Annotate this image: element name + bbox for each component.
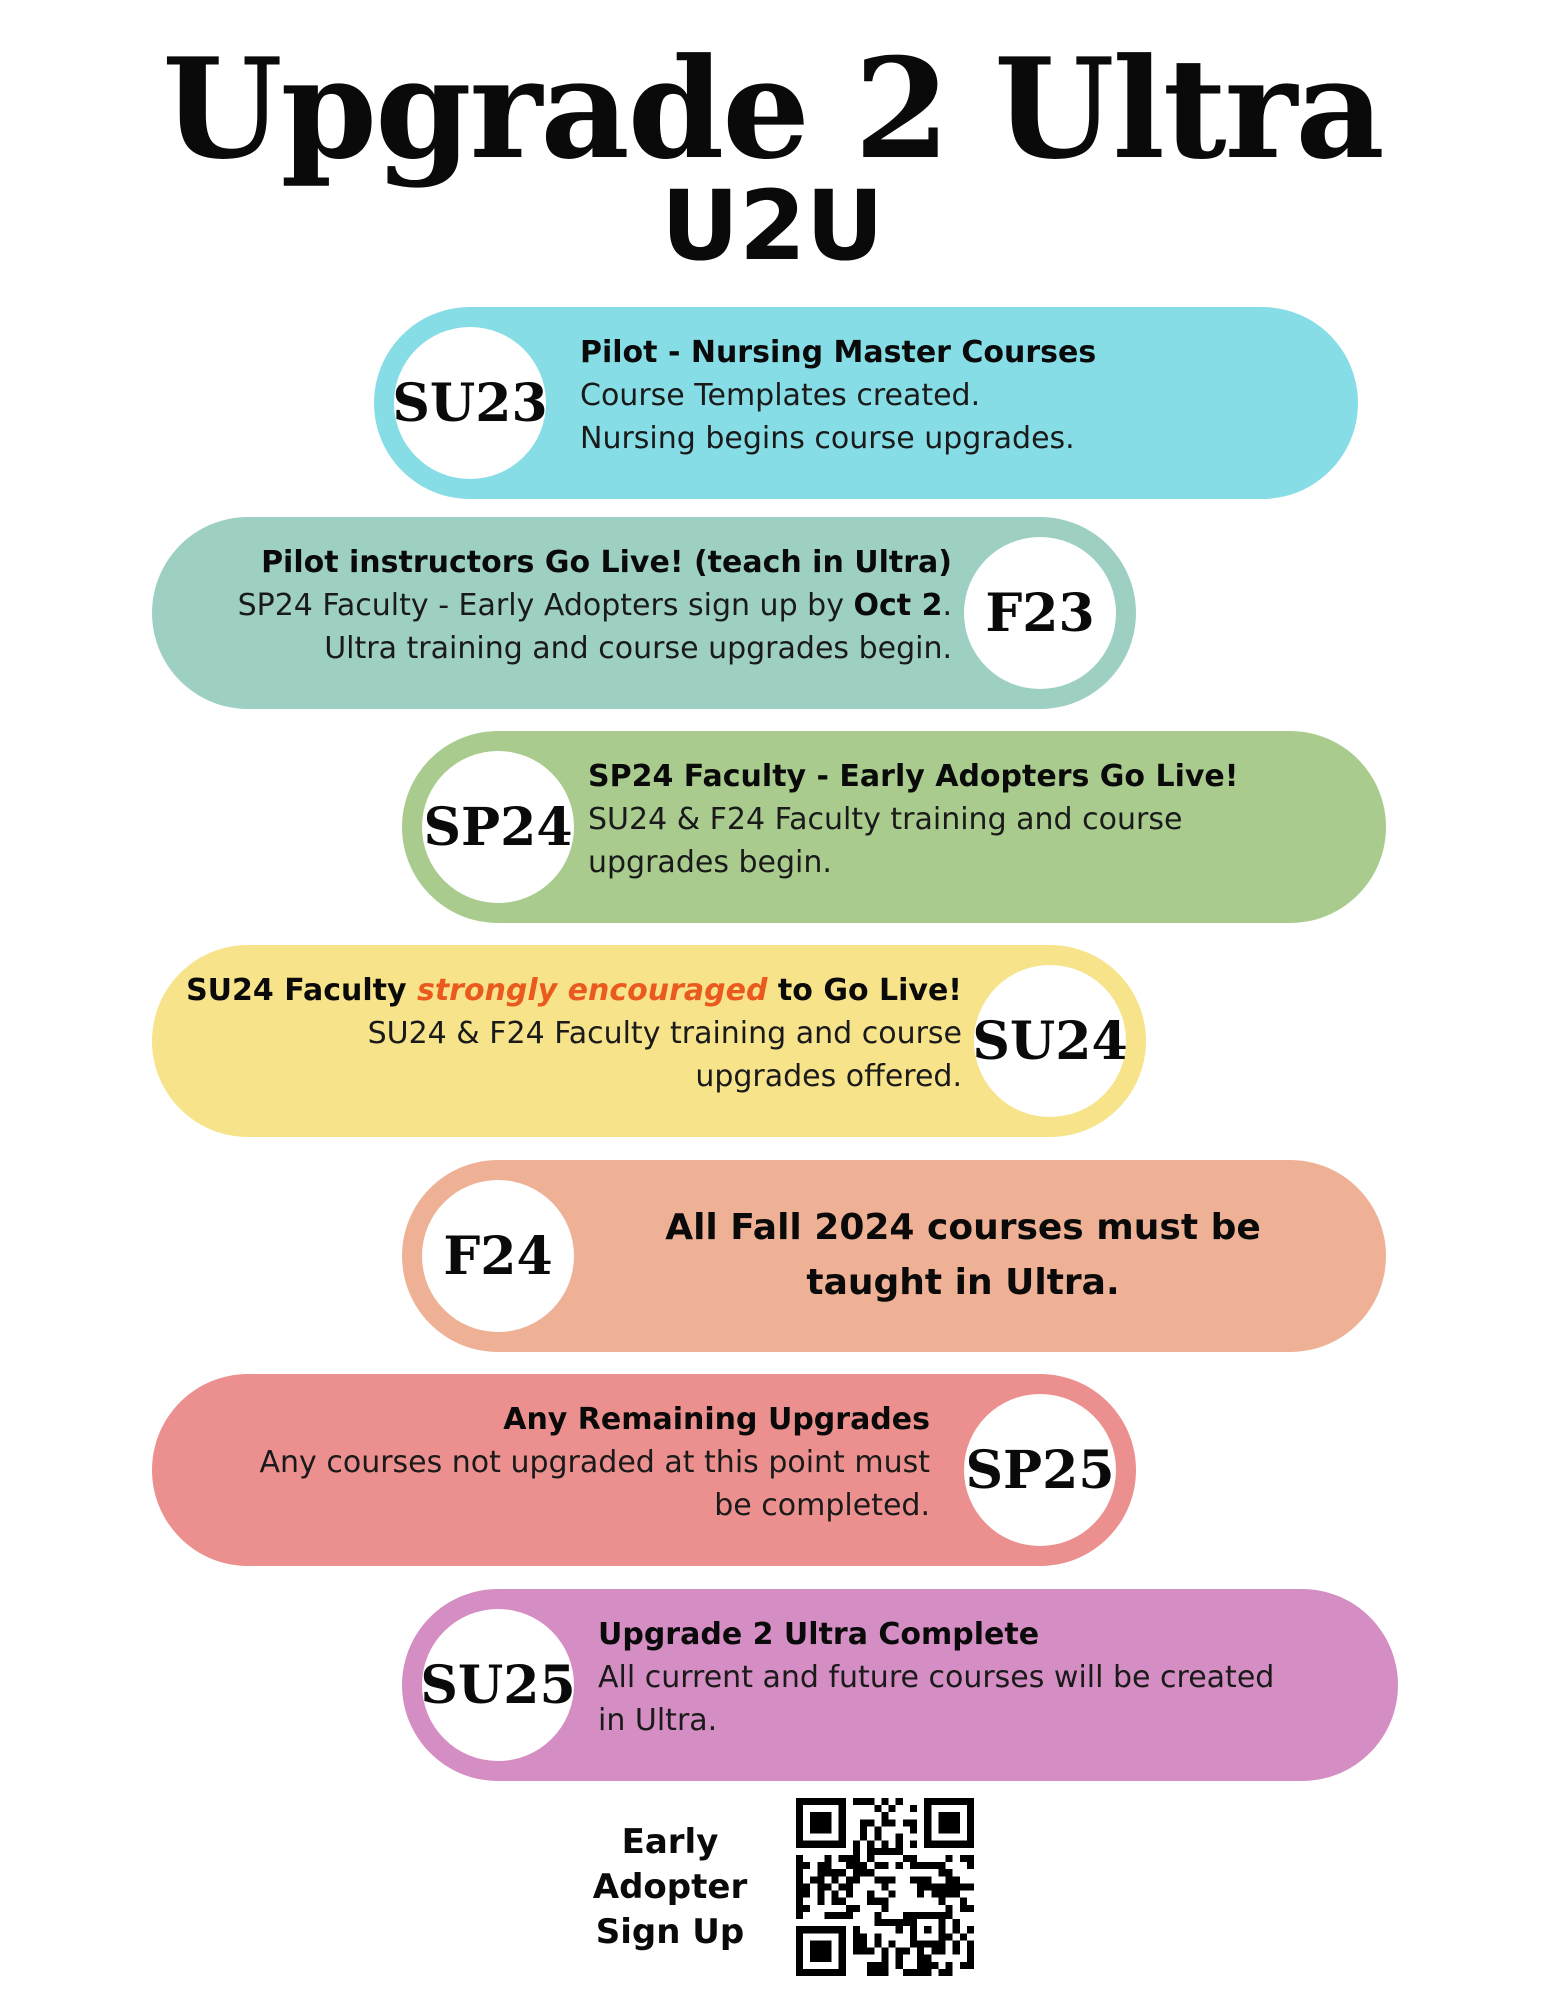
signup-line2: Adopter [592, 1867, 748, 1907]
page-title: Upgrade 2 Ultra [162, 27, 1383, 190]
page-subtitle: U2U [661, 170, 884, 282]
su23-heading: Pilot - Nursing Master Courses [580, 335, 1097, 370]
term-badge-f23: F23 [964, 537, 1116, 689]
term-badge-sp24: SP24 [422, 751, 574, 903]
sp24-heading: SP24 Faculty - Early Adopters Go Live! [588, 759, 1239, 794]
f23-line2: Ultra training and course upgrades begin. [324, 631, 952, 666]
f23-deadline: Oct 2 [853, 588, 943, 623]
term-badge-su23: SU23 [394, 327, 546, 479]
timeline-sp25 [152, 1374, 1136, 1566]
su24-text [172, 969, 962, 1098]
f24-line2: taught in Ultra. [806, 1262, 1120, 1303]
sp25-line2: be completed. [714, 1488, 930, 1523]
term-badge-su25: SU25 [422, 1609, 574, 1761]
sp24-text [588, 755, 1358, 884]
timeline-f23 [152, 517, 1136, 709]
su24-heading [172, 969, 962, 1012]
su25-line2: in Ultra. [598, 1703, 718, 1738]
timeline-su25 [402, 1589, 1398, 1781]
sp25-heading: Any Remaining Upgrades [503, 1402, 930, 1437]
f23-line1-text: SP24 Faculty - Early Adopters sign up by [237, 588, 854, 623]
su23-line1: Course Templates created. [580, 378, 981, 413]
timeline-su23 [374, 307, 1358, 499]
f24-line1: All Fall 2024 courses must be [665, 1207, 1261, 1248]
su24-heading-end: to Go Live! [767, 973, 962, 1008]
su24-line2: upgrades offered. [695, 1059, 962, 1094]
sp25-text [172, 1398, 930, 1527]
term-badge-su24: SU24 [974, 965, 1126, 1117]
sp24-line2: upgrades begin. [588, 845, 832, 880]
su24-line1: SU24 & F24 Faculty training and course [367, 1016, 962, 1051]
su24-heading-start: SU24 Faculty [186, 973, 417, 1008]
f23-line1 [172, 584, 952, 627]
sp25-line1: Any courses not upgraded at this point must [259, 1445, 930, 1480]
signup-line1: Early [621, 1822, 719, 1862]
su23-text [580, 331, 1320, 460]
term-badge-sp25: SP25 [964, 1394, 1116, 1546]
term-badge-f24: F24 [422, 1180, 574, 1332]
qr-code-icon[interactable] [796, 1798, 974, 1976]
signup-line3: Sign Up [595, 1912, 745, 1952]
f23-text [172, 541, 952, 670]
timeline-sp24 [402, 731, 1386, 923]
su23-line2: Nursing begins course upgrades. [580, 421, 1075, 456]
timeline-f24 [402, 1160, 1386, 1352]
su25-text [598, 1613, 1378, 1742]
f23-line1-end: . [942, 588, 952, 623]
f23-heading: Pilot instructors Go Live! (teach in Ultra) [261, 545, 952, 580]
timeline-su24 [152, 945, 1146, 1137]
f24-text [588, 1200, 1338, 1310]
early-adopter-signup-label [570, 1820, 770, 1955]
su25-line1: All current and future courses will be created [598, 1660, 1275, 1695]
su25-heading: Upgrade 2 Ultra Complete [598, 1617, 1040, 1652]
sp24-line1: SU24 & F24 Faculty training and course [588, 802, 1183, 837]
su24-emphasis: strongly encouraged [416, 973, 768, 1008]
